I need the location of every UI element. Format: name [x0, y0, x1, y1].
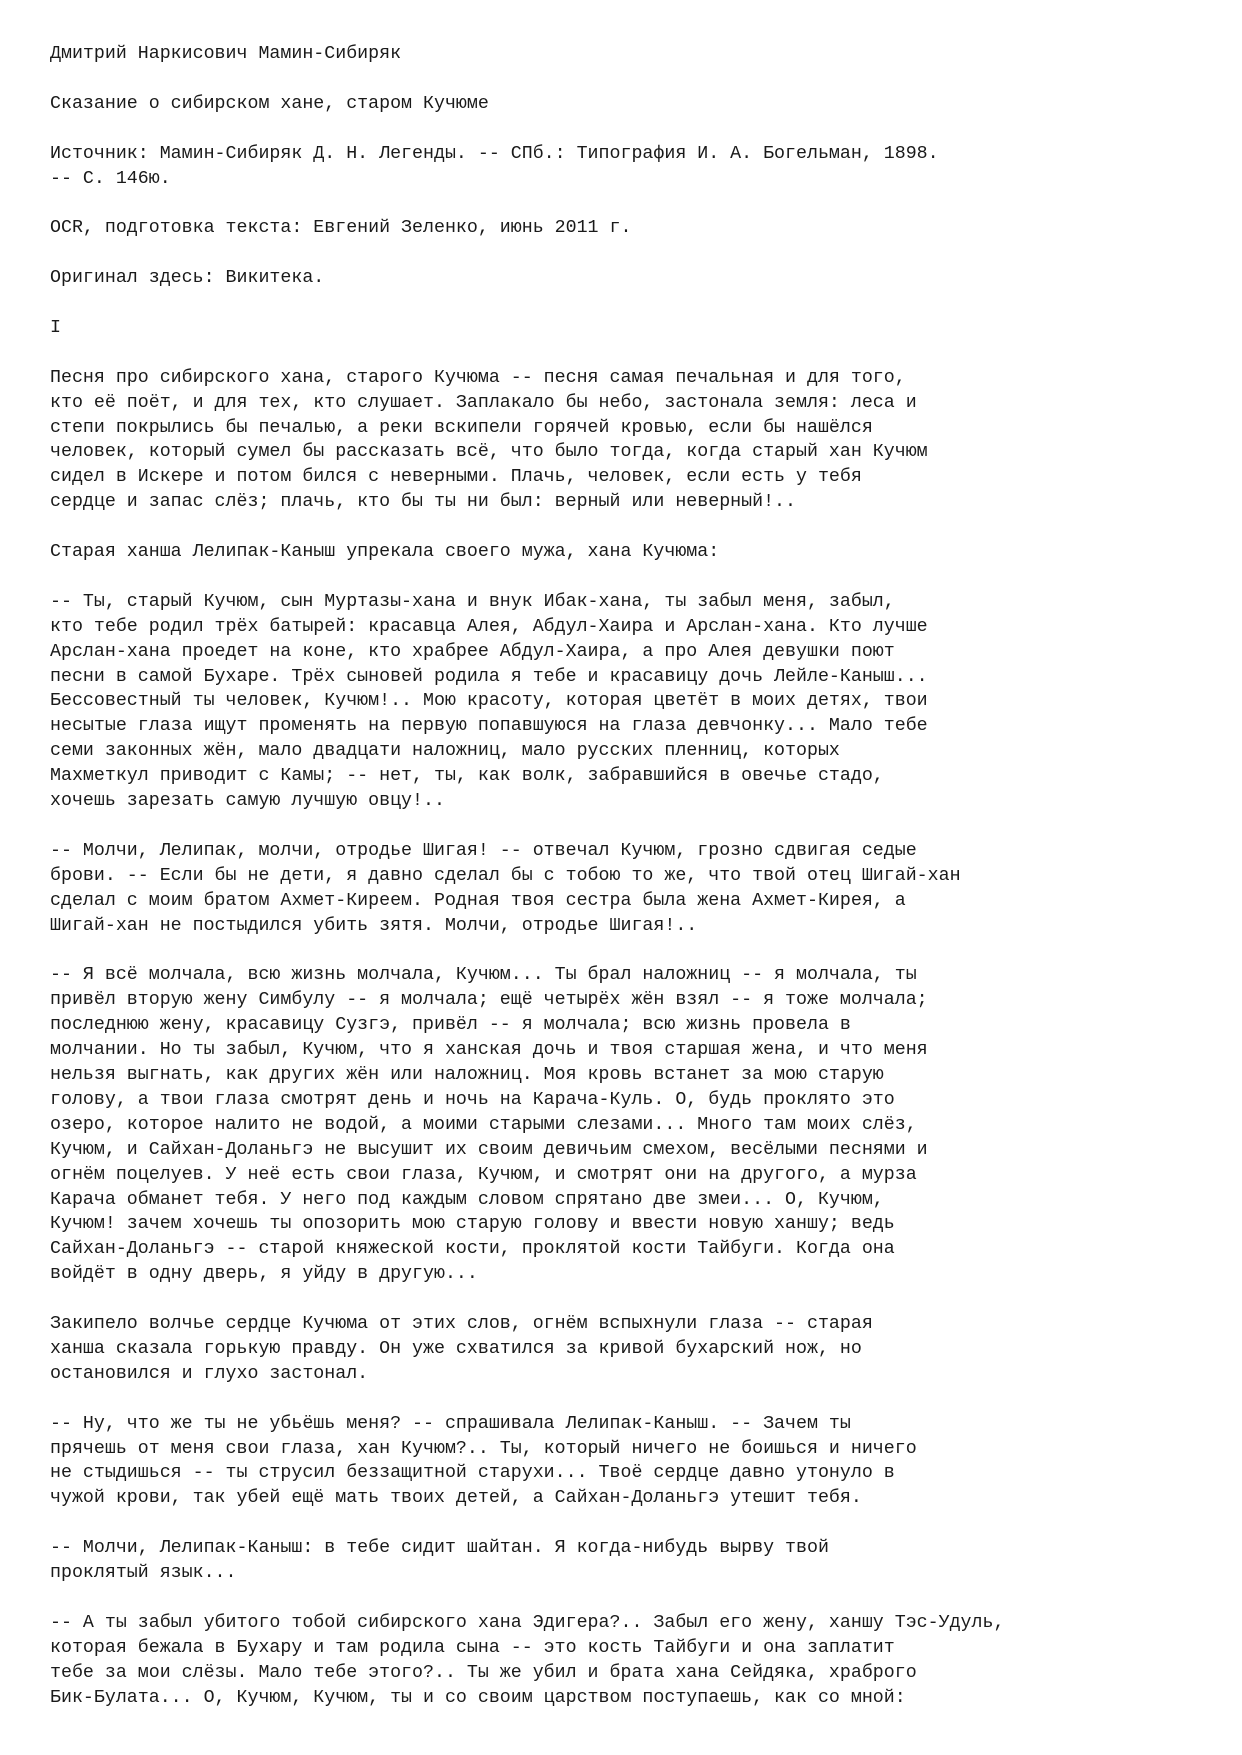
- text-line: -- Молчи, Лелипак-Каныш: в тебе сидит шайтан. Я когда-нибудь вырву твой: [50, 1538, 829, 1559]
- text-line: сердце и запас слёз; плачь, кто бы ты ни был: верный или неверный!..: [50, 492, 796, 513]
- text-line: огнём поцелуев. У неё есть свои глаза, Кучюм, и смотрят они на другого, а мурза: [50, 1164, 917, 1185]
- body-text: [50, 366, 1200, 1711]
- text-line: нельзя выгнать, как других жён или наложниц. Моя кровь встанет за мою старую: [50, 1065, 884, 1085]
- text-line: кто её поёт, и для тех, кто слушает. Заплакало бы небо, застонала земля: леса и: [50, 392, 917, 413]
- author-line: Дмитрий Наркисович Мамин-Сибиряк: [50, 44, 402, 64]
- text-line: которая бежала в Бухару и там родила сына -- это кость Тайбуги и она заплатит: [50, 1637, 895, 1658]
- title-line: Сказание о сибирском хане, старом Кучюме: [50, 93, 489, 114]
- text-line: Песня про сибирского хана, старого Кучюма -- песня самая печальная и для того,: [50, 367, 906, 388]
- document-page: [50, 42, 1200, 1735]
- text-line: тебе за мои слёзы. Мало тебе этого?.. Ты же убил и брата хана Сейдяка, храброго: [50, 1662, 917, 1683]
- text-line: несытые глаза ищут променять на первую попавшуюся на глаза девчонку... Мало тебе: [50, 716, 928, 737]
- text-line: -- Ты, старый Кучюм, сын Муртазы-хана и внук Ибак-хана, ты забыл меня, забыл,: [50, 591, 895, 612]
- text-line: последнюю жену, красавицу Сузгэ, привёл -- я молчала; всю жизнь провела в: [50, 1015, 851, 1036]
- text-line: Арслан-хана проедет на коне, кто храбрее Абдул-Хаира, а про Алея девушки поют: [50, 641, 895, 662]
- text-line: сидел в Искере и потом бился с неверными. Плачь, человек, если есть у тебя: [50, 467, 862, 488]
- text-line: -- Ну, что же ты не убьёшь меня? -- спрашивала Лелипак-Каныш. -- Зачем ты: [50, 1413, 851, 1434]
- paragraph: [50, 366, 1200, 515]
- paragraph: [50, 1312, 1200, 1387]
- chapter-heading: I: [50, 317, 61, 338]
- paragraph: [50, 540, 1200, 565]
- paragraph: [50, 1412, 1200, 1512]
- text-line: -- Я всё молчала, всю жизнь молчала, Кучюм... Ты брал наложниц -- я молчала, ты: [50, 965, 917, 986]
- text-line: Бессовестный ты человек, Кучюм!.. Мою красоту, которая цветёт в моих детях, твои: [50, 691, 928, 712]
- source-line: Источник: Мамин-Сибиряк Д. Н. Легенды. -- СПб.: Типография И. А. Богельман, 1898. -- С. 146ю.: [50, 143, 939, 189]
- text-line: человек, который сумел бы рассказать всё, что было тогда, когда старый хан Кучюм: [50, 442, 928, 463]
- text-line: Махметкул приводит с Камы; -- нет, ты, как волк, забравшийся в овечье стадо,: [50, 766, 884, 787]
- text-line: сделал с моим братом Ахмет-Киреем. Родная твоя сестра была жена Ахмет-Кирея, а: [50, 890, 906, 911]
- text-line: прячешь от меня свои глаза, хан Кучюм?.. Ты, который ничего не боишься и ничего: [50, 1438, 917, 1459]
- text-line: -- А ты забыл убитого тобой сибирского хана Эдигера?.. Забыл его жену, ханшу Тэс-Удуль,: [50, 1612, 1005, 1633]
- ocr-credit-line: OCR, подготовка текста: Евгений Зеленко, июнь 2011 г.: [50, 218, 632, 239]
- original-source-line: Оригинал здесь: Викитека.: [50, 268, 325, 289]
- text-line: проклятый язык...: [50, 1563, 237, 1584]
- paragraph: [50, 1611, 1200, 1711]
- text-line: остановился и глухо застонал.: [50, 1363, 369, 1384]
- text-line: Закипело волчье сердце Кучюма от этих слов, огнём вспыхнули глаза -- старая: [50, 1314, 873, 1335]
- text-line: Карача обманет тебя. У него под каждым словом спрятано две змеи... О, Кучюм,: [50, 1189, 884, 1210]
- paragraph: [50, 839, 1200, 939]
- text-line: хочешь зарезать самую лучшую овцу!..: [50, 791, 445, 812]
- paragraph: [50, 590, 1200, 814]
- text-line: голову, а твои глаза смотрят день и ночь на Карача-Куль. О, будь проклято это: [50, 1089, 895, 1110]
- text-line: Старая ханша Лелипак-Каныш упрекала своего мужа, хана Кучюма:: [50, 542, 720, 563]
- text-line: Сайхан-Доланьгэ -- старой княжеской кости, проклятой кости Тайбуги. Когда она: [50, 1239, 895, 1260]
- text-line: степи покрылись бы печалью, а реки вскипели горячей кровью, если бы нашёлся: [50, 417, 873, 438]
- text-line: -- Молчи, Лелипак, молчи, отродье Шигая! -- отвечал Кучюм, грозно сдвигая седые: [50, 840, 917, 861]
- text-line: не стыдишься -- ты струсил беззащитной старухи... Твоё сердце давно утонуло в: [50, 1463, 895, 1484]
- text-line: привёл вторую жену Симбулу -- я молчала; ещё четырёх жён взял -- я тоже молчала;: [50, 990, 928, 1011]
- text-line: семи законных жён, мало двадцати наложниц, мало русских пленниц, которых: [50, 741, 840, 762]
- paragraph: [50, 963, 1200, 1287]
- text-line: озеро, которое налито не водой, а моими старыми слезами... Много там моих слёз,: [50, 1114, 917, 1135]
- text-line: Кучюм! зачем хочешь ты опозорить мою старую голову и ввести новую ханшу; ведь: [50, 1214, 895, 1235]
- text-line: брови. -- Если бы не дети, я давно сделал бы с тобою то же, что твой отец Шигай-хан: [50, 865, 961, 886]
- text-line: чужой крови, так убей ещё мать твоих детей, а Сайхан-Доланьгэ утешит тебя.: [50, 1488, 862, 1509]
- text-line: ханша сказала горькую правду. Он уже схватился за кривой бухарский нож, но: [50, 1338, 862, 1359]
- text-line: Кучюм, и Сайхан-Доланьгэ не высушит их своим девичьим смехом, весёлыми песнями и: [50, 1139, 928, 1160]
- paragraph: [50, 1536, 1200, 1586]
- text-line: кто тебе родил трёх батырей: красавца Алея, Абдул-Хаира и Арслан-хана. Кто лучше: [50, 616, 928, 637]
- text-line: войдёт в одну дверь, я уйду в другую...: [50, 1264, 478, 1285]
- text-line: молчании. Но ты забыл, Кучюм, что я ханская дочь и твоя старшая жена, и что меня: [50, 1040, 928, 1061]
- text-line: песни в самой Бухаре. Трёх сыновей родила я тебе и красавицу дочь Лейле-Каныш...: [50, 666, 928, 687]
- text-line: Шигай-хан не постыдился убить зятя. Молчи, отродье Шигая!..: [50, 915, 698, 936]
- text-line: Бик-Булата... О, Кучюм, Кучюм, ты и со своим царством поступаешь, как со мной:: [50, 1687, 906, 1708]
